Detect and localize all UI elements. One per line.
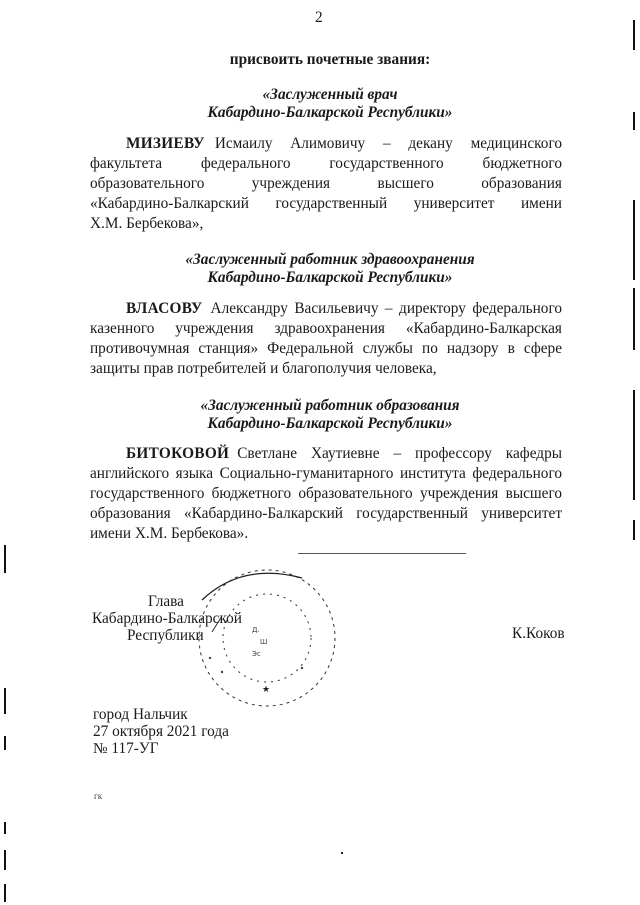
award-1-surname: МИЗИЕВУ — [126, 135, 205, 152]
scan-edge-mark — [633, 200, 635, 280]
scan-edge-mark — [633, 20, 635, 50]
signature-line — [298, 553, 466, 554]
scan-dot — [341, 852, 343, 854]
award-1-title-line2: Кабардино-Балкарской Республики» — [207, 104, 453, 121]
scan-edge-mark — [4, 736, 6, 750]
award-3-surname: БИТОКОВОЙ — [126, 445, 230, 462]
page-number: 2 — [315, 9, 323, 26]
award-2-line-4: защиты прав потребителей и благополучия человека, — [90, 360, 437, 377]
award-2-line-1: Александру Васильевичу – директору федерального — [210, 300, 562, 317]
signature-position-line2: Кабардино-Балкарской — [92, 610, 242, 627]
footer-city: город Нальчик — [93, 706, 188, 723]
footer-number: № 117-УГ — [93, 740, 159, 757]
award-2-line-3: противочумная станция» Федеральной службы по надзору в сфере — [90, 340, 562, 357]
svg-text:Ш: Ш — [260, 638, 268, 646]
award-1-line-3: образовательного учреждения высшего образования — [90, 175, 562, 192]
signature-position-line1: Глава — [148, 593, 184, 610]
award-3-line-3: государственного бюджетного образовательного учреждения высшего — [90, 485, 562, 502]
scan-edge-mark — [633, 288, 635, 350]
award-3-title-line1: «Заслуженный работник образования — [200, 397, 460, 414]
award-1-line-4: «Кабардино-Балкарский государственный университет имени — [90, 195, 562, 212]
footer-mark: гк — [94, 791, 103, 801]
award-1-line-5: Х.М. Бербекова», — [90, 215, 204, 232]
award-2-line-2: казенного учреждения здравоохранения «Кабардино-Балкарская — [90, 320, 562, 337]
scan-edge-mark — [4, 884, 6, 902]
scan-edge-mark — [4, 688, 6, 714]
scan-edge-mark — [4, 822, 6, 834]
award-3-line-1: Светлане Хаутиевне – профессору кафедры — [237, 445, 562, 462]
official-seal-stamp — [182, 560, 352, 710]
signatory-name: К.Коков — [512, 625, 565, 642]
svg-text:Д.: Д. — [252, 626, 260, 634]
award-3-line-2: английского языка Социально-гуманитарного института федерального — [90, 465, 562, 482]
signature-position-line3: Республики — [127, 627, 204, 644]
scan-edge-mark — [633, 112, 635, 130]
award-2-paragraph — [90, 299, 562, 379]
award-3-title-line2: Кабардино-Балкарской Республики» — [207, 415, 453, 432]
scan-edge-mark — [633, 390, 635, 500]
svg-text:★: ★ — [262, 685, 271, 695]
award-3-line-5: имени Х.М. Бербекова». — [90, 525, 249, 542]
footer-date: 27 октября 2021 года — [93, 723, 229, 740]
scan-edge-mark — [4, 850, 6, 870]
svg-text:Эс: Эс — [252, 650, 261, 658]
award-1-line-1: Исмаилу Алимовичу – декану медицинского — [214, 135, 562, 152]
scan-edge-mark — [4, 545, 6, 573]
award-1-title-line1: «Заслуженный врач — [262, 86, 398, 103]
award-2-title-line1: «Заслуженный работник здравоохранения — [185, 251, 475, 268]
award-1-line-2: факультета федерального государственного бюджетного — [90, 155, 562, 172]
award-1-paragraph — [90, 134, 562, 234]
intro-heading: присвоить почетные звания: — [229, 51, 431, 68]
scan-edge-mark — [633, 520, 635, 540]
award-3-paragraph — [90, 444, 562, 544]
award-3-line-4: образования «Кабардино-Балкарский государственный университет — [90, 505, 562, 522]
award-2-title-line2: Кабардино-Балкарской Республики» — [207, 269, 453, 286]
award-2-surname: ВЛАСОВУ — [126, 300, 203, 317]
